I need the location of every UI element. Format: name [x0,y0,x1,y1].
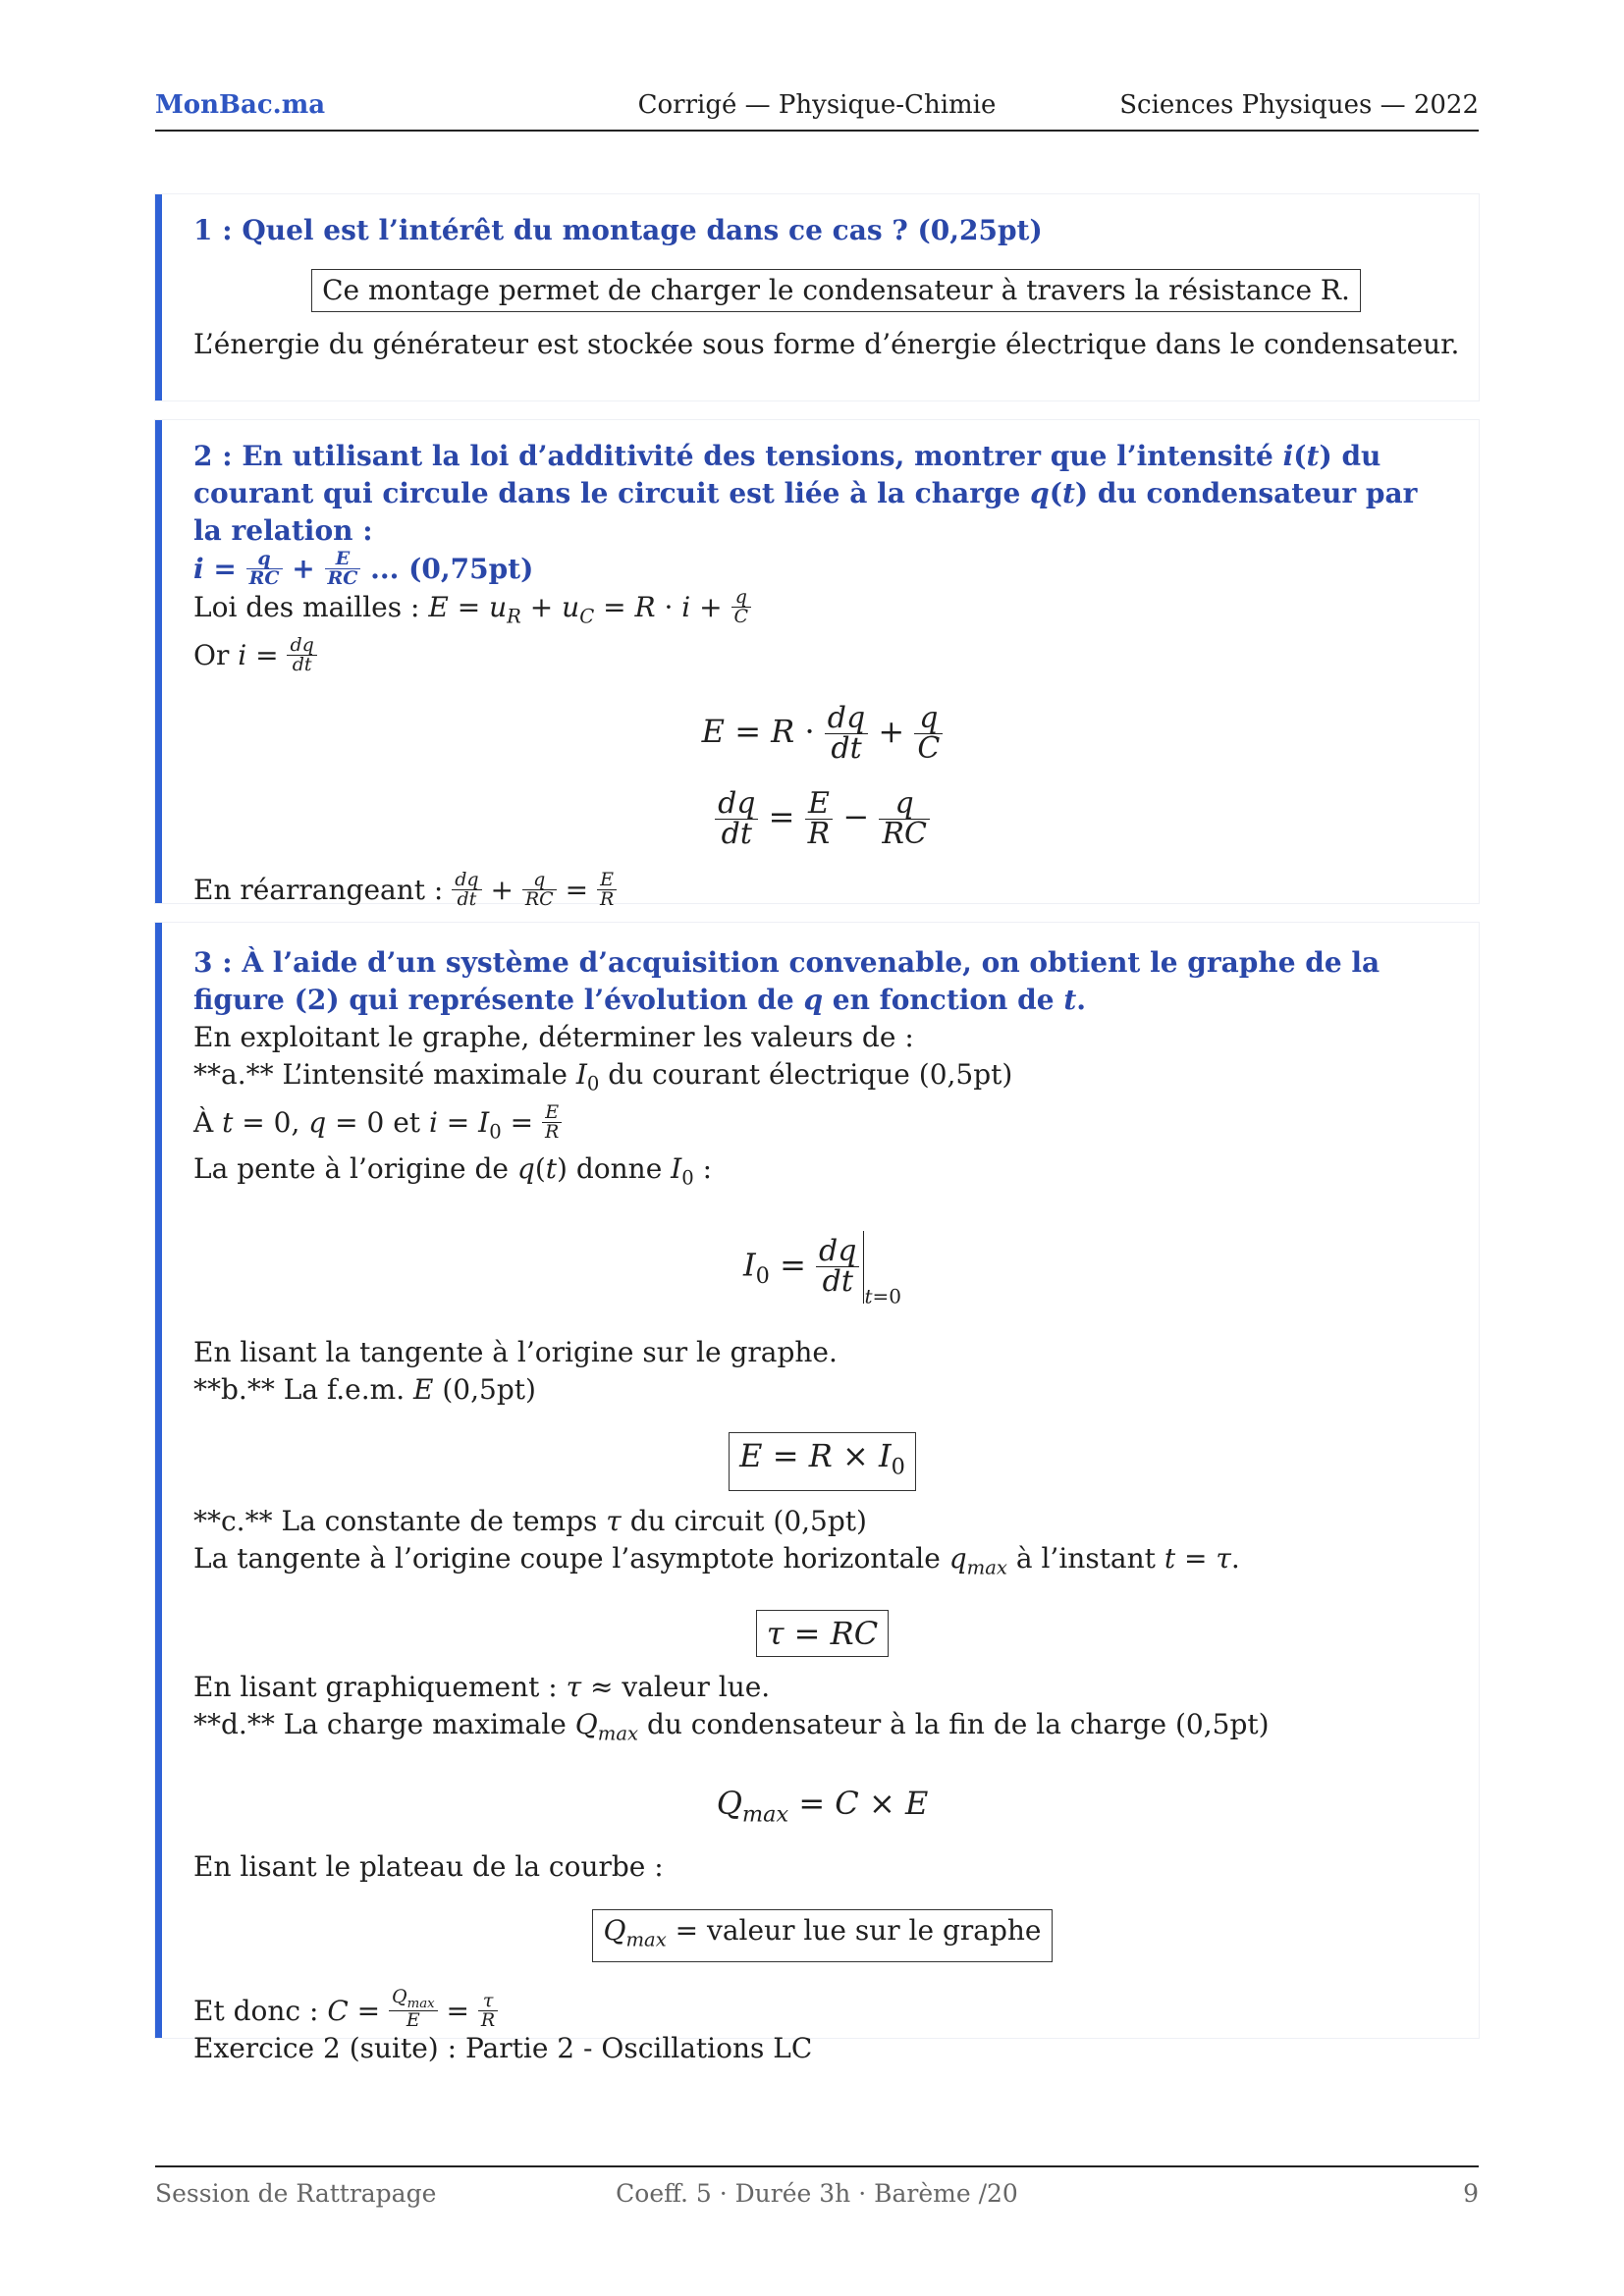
graph-tau: En lisant graphiquement : τ ≈ valeur lue. [193,1671,771,1704]
rearrangement: En réarrangeant : $\frac{dq}{dt}$ + $\frac{q}{RC}$ = $\frac{E}{R}$ [193,871,1451,909]
part-a-label: **a.** L’intensité maximale $I_0$ du courant électrique (0,5pt) [193,1058,1013,1095]
question-1-box [155,194,1479,400]
header-subject: Corrigé — Physique-Chimie [637,90,997,120]
lisant-tangente: En lisant la tangente à l’origine sur le graphe. [193,1336,838,1369]
loi-des-mailles: Loi des mailles : $E = u_R + u_C = R \cdot i$ + $\frac{q}{C}$ [193,588,1451,636]
header-section: Sciences Physiques — 2022 [1119,90,1479,120]
site-name[interactable]: MonBac.ma [155,90,326,120]
question-2-box [155,420,1479,910]
boxed-tau-equation: τ = RC [756,1610,889,1657]
or-i-equals: Or i = $\frac{dq}{dt}$ [193,636,1451,674]
part-a-pente: La pente à l’origine de q(t) donne $I_0$ : [193,1152,713,1190]
part-c-label: **c.** La constante de temps τ du circuit (0,5pt) [193,1504,867,1537]
part-c-text: La tangente à l’origine coupe l’asymptote horizontale $q_{max}$ à l’instant t = τ. [193,1541,1240,1579]
boxed-qmax-result: $Q_{max}$ = valeur lue sur le graphe [592,1909,1052,1962]
part-d-label: **d.** La charge maximale $Q_{max}$ du condensateur à la fin de la charge (0,5pt) [193,1708,1270,1745]
part-b-label: **b.** La f.e.m. E (0,5pt) [193,1373,536,1407]
page-header [155,90,1479,132]
page-footer [155,2165,1479,2215]
exercice-suite: Exercice 2 (suite) : Partie 2 - Oscillations LC [193,2031,813,2064]
question-2-title: 2 : En utilisant la loi d’additivité des tensions, montrer que l’intensité i(t) du courant qui circule dans le circuit est liée à la charge q(t) du condensateur par la relation : i = $\frac{q}{RC}$ + $\frac{E}{RC}$ ... (0,75pt) [193,440,1418,589]
footer-session: Session de Rattrapage [155,2179,437,2208]
question-3-title: 3 : À l’aide d’un système d’acquisition convenable, on obtient le graphe de la figure (2) qui représente l’évolution de q en fonction de t. [193,946,1380,1016]
equation-i0: $I_0$ = $\frac{dq}{dt}$ $_{t=0}$ [193,1231,1451,1317]
question-3-intro: En exploitant le graphe, déterminer les valeurs de : [193,1021,914,1053]
et-donc: Et donc : C = $\frac{Q_{max}}{E}$ = $\frac{\tau}{R}$ [193,1988,1451,2030]
equation-e: E = R · $\frac{dq}{dt}$ + $\frac{q}{C}$ [193,704,1451,764]
question-1-title: 1 : Quel est l’intérêt du montage dans ce cas ? (0,25pt) [193,214,1043,246]
question-3-box [155,923,1479,2064]
boxed-e-equation: $E = R \times I_0$ [729,1432,916,1490]
equation-dqdt: $\frac{dq}{dt}$ = $\frac{E}{R}$ − $\frac{q}{RC}$ [193,789,1451,849]
part-a-initial: À t = 0, q = 0 et $i = I_0$ = $\frac{E}{R}$ [193,1103,1451,1151]
page-number: 9 [1463,2179,1479,2208]
question-1-text: L’énergie du générateur est stockée sous forme d’énergie électrique dans le condensateur. [193,328,1460,360]
equation-qmax: $Q_{max} = C \times E$ [716,1784,929,1828]
footer-info: Coeff. 5 · Durée 3h · Barème /20 [616,2179,1018,2208]
plateau-text: En lisant le plateau de la courbe : [193,1850,664,1884]
question-1-boxed-answer: Ce montage permet de charger le condensateur à travers la résistance R. [311,269,1361,312]
